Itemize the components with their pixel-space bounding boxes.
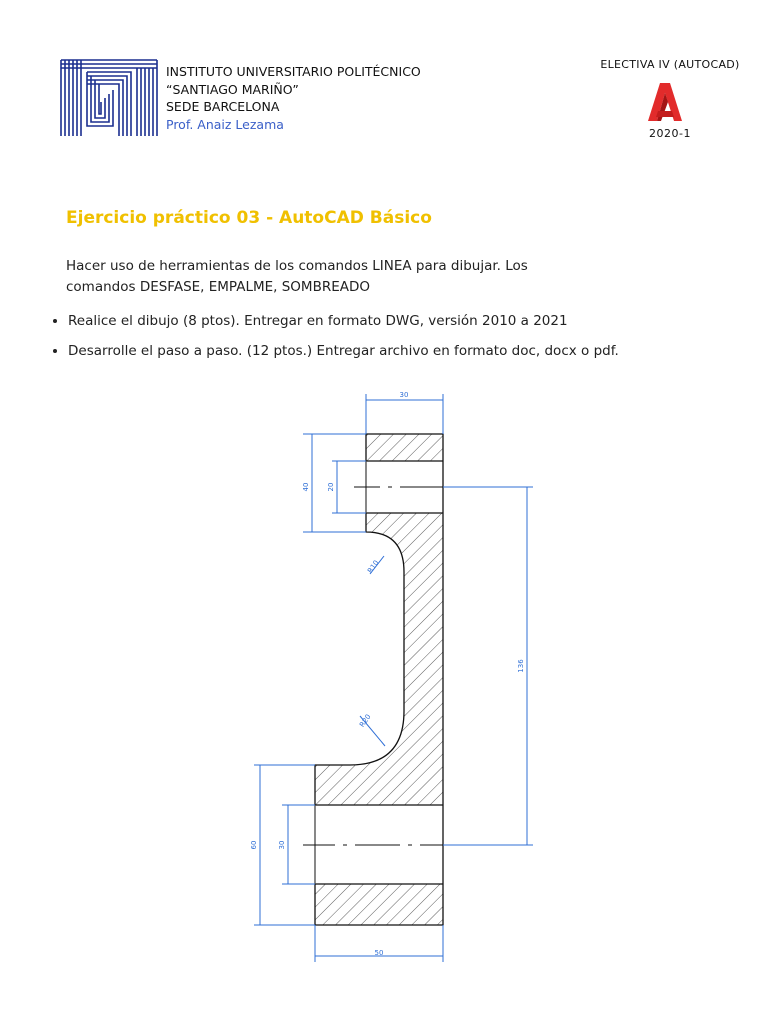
institution-campus-name: “SANTIAGO MARIÑO”	[166, 81, 299, 97]
dim-top-hole: 20	[327, 482, 335, 492]
dim-center-distance: 136	[517, 659, 525, 673]
dim-top-width: 30	[399, 391, 409, 399]
institution-block	[166, 63, 421, 133]
dim-fillet-top: R10	[366, 558, 381, 575]
dim-top-height: 40	[302, 482, 310, 492]
term: 2020-1	[649, 127, 691, 140]
task-item: • Desarrolle el paso a paso. (12 ptos.) Entregar archivo en formato doc, docx o pdf.	[68, 342, 758, 361]
institution-name: INSTITUTO UNIVERSITARIO POLITÉCNICO	[166, 64, 421, 79]
intro-line: Hacer uso de herramientas de los comandos LINEA para dibujar. Los	[66, 258, 528, 274]
institution-site: SEDE BARCELONA	[166, 99, 280, 114]
dim-bottom-height: 60	[250, 840, 258, 850]
institute-logo	[57, 56, 161, 140]
course-name: ELECTIVA IV (AUTOCAD)	[600, 58, 740, 71]
intro-line: comandos DESFASE, EMPALME, SOMBREADO	[66, 279, 370, 295]
exercise-title: Ejercicio práctico 03 - AutoCAD Básico	[66, 208, 432, 228]
technical-drawing	[0, 380, 768, 980]
dimension-labels	[250, 391, 525, 957]
dim-bottom-hole: 30	[278, 840, 286, 850]
professor-name: Prof. Anaiz Lezama	[166, 116, 284, 132]
dim-bottom-width: 50	[374, 949, 384, 957]
task-list	[48, 312, 758, 372]
dim-fillet-bottom: R20	[358, 712, 373, 729]
dimension-lines	[254, 394, 533, 962]
intro-paragraph	[66, 256, 686, 298]
part-section	[315, 434, 443, 925]
task-item: • Realice el dibujo (8 ptos). Entregar en formato DWG, versión 2010 a 2021	[68, 312, 758, 331]
autocad-logo-icon	[644, 81, 684, 123]
